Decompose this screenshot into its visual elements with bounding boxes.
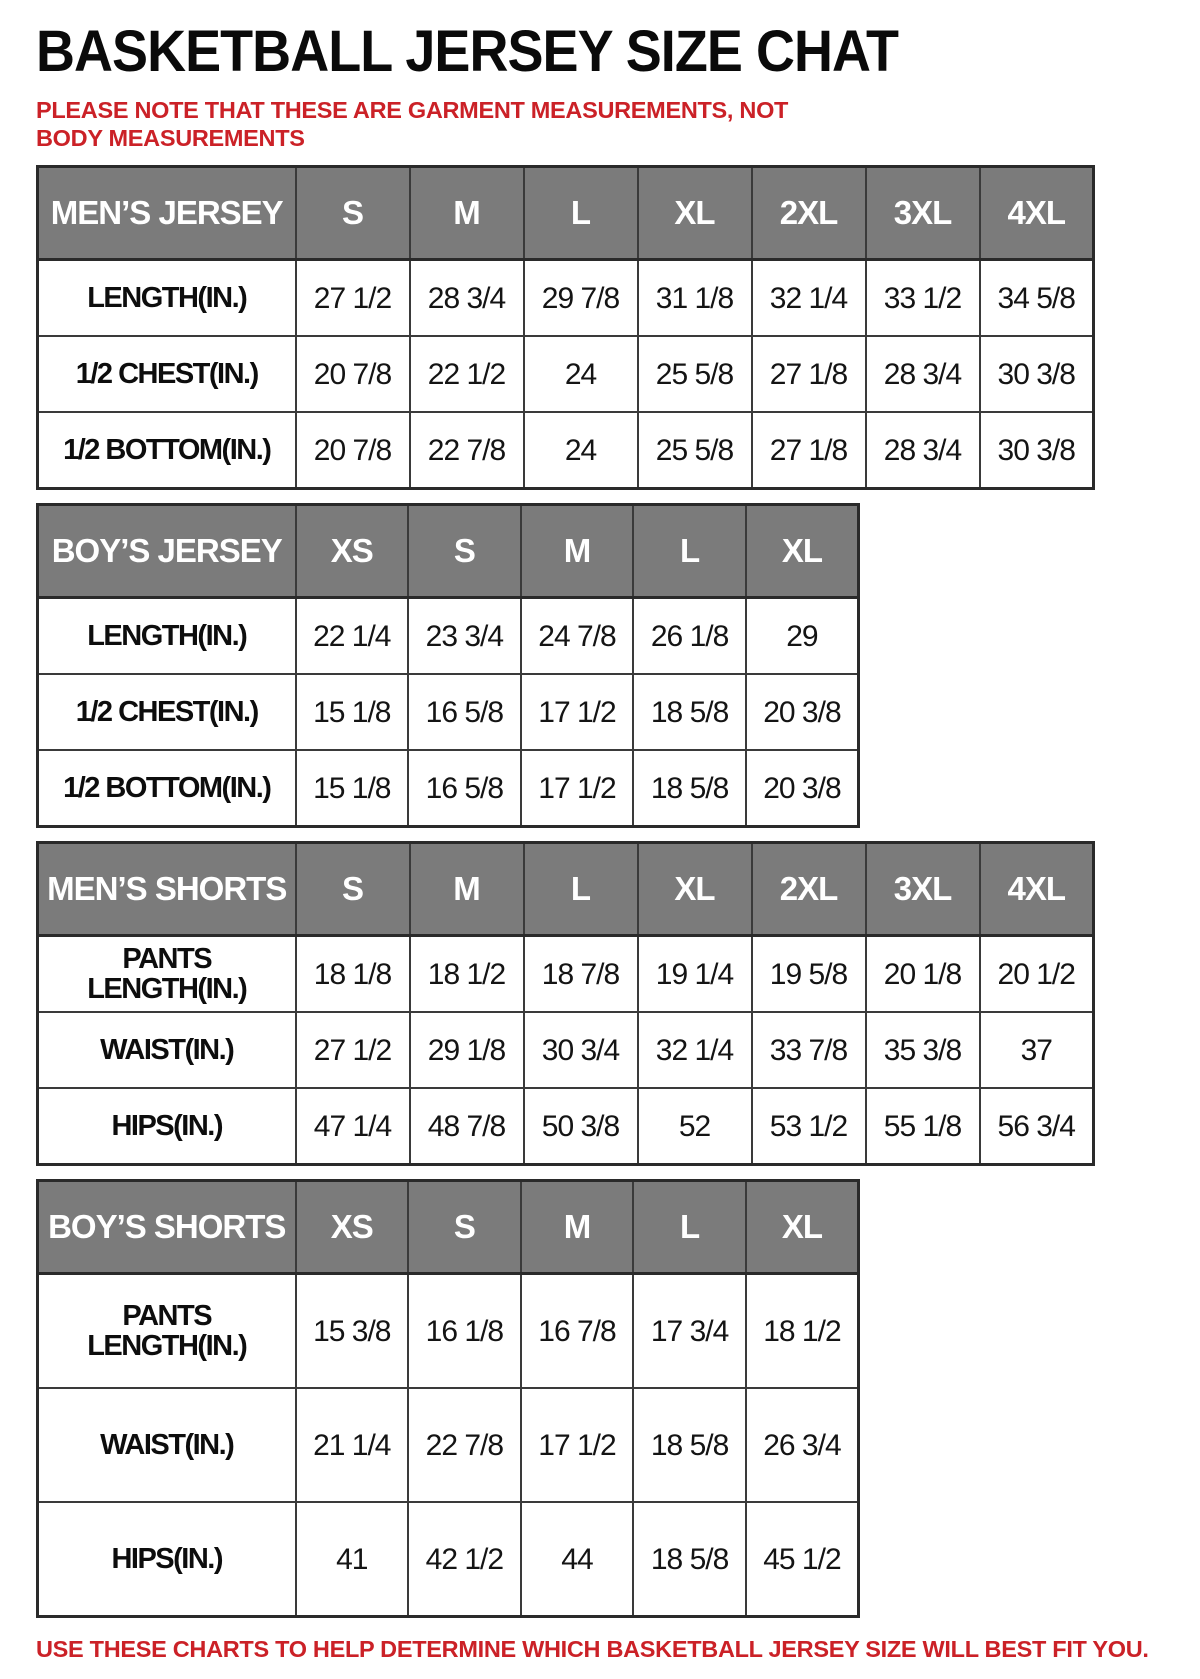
- measurement-value-cell: 52: [638, 1088, 752, 1165]
- size-column-header: XS: [296, 505, 409, 598]
- measurement-value-cell: 35 3/8: [866, 1012, 980, 1088]
- measurement-value-cell: 24: [524, 336, 638, 412]
- measurement-row-label: 1/2 BOTTOM(IN.): [38, 412, 296, 489]
- size-column-header: L: [633, 505, 746, 598]
- measurement-value-cell: 18 1/2: [410, 936, 524, 1013]
- table-title-cell: BOY’S SHORTS: [38, 1181, 296, 1274]
- measurement-value-cell: 16 1/8: [408, 1274, 521, 1389]
- size-column-header: XL: [638, 167, 752, 260]
- measurement-value-cell: 20 7/8: [296, 412, 410, 489]
- size-column-header: S: [296, 843, 410, 936]
- table-row: [38, 412, 1094, 489]
- table-row: [38, 260, 1094, 337]
- usage-note: USE THESE CHARTS TO HELP DETERMINE WHICH BASKETBALL JERSEY SIZE WILL BEST FIT YOU.: [36, 1636, 1149, 1663]
- measurement-row-label: HIPS(IN.): [38, 1502, 296, 1617]
- measurement-value-cell: 27 1/8: [752, 412, 866, 489]
- table-row: [38, 1274, 859, 1389]
- measurement-value-cell: 18 7/8: [524, 936, 638, 1013]
- measurement-value-cell: 32 1/4: [752, 260, 866, 337]
- measurement-value-cell: 53 1/2: [752, 1088, 866, 1165]
- measurement-value-cell: 33 7/8: [752, 1012, 866, 1088]
- measurement-value-cell: 34 5/8: [980, 260, 1094, 337]
- size-column-header: 4XL: [980, 843, 1094, 936]
- measurement-row-label: HIPS(IN.): [38, 1088, 296, 1165]
- measurement-value-cell: 30 3/8: [980, 412, 1094, 489]
- measurement-value-cell: 20 1/2: [980, 936, 1094, 1013]
- measurement-value-cell: 24: [524, 412, 638, 489]
- measurement-value-cell: 22 7/8: [408, 1388, 521, 1502]
- measurement-value-cell: 47 1/4: [296, 1088, 410, 1165]
- size-column-header: 2XL: [752, 843, 866, 936]
- size-column-header: S: [408, 1181, 521, 1274]
- measurement-value-cell: 17 1/2: [521, 1388, 634, 1502]
- measurement-value-cell: 19 5/8: [752, 936, 866, 1013]
- measurement-value-cell: 15 1/8: [296, 750, 409, 827]
- measurement-value-cell: 17 1/2: [521, 750, 634, 827]
- measurement-value-cell: 19 1/4: [638, 936, 752, 1013]
- mens-shorts-table: [36, 841, 1095, 1166]
- measurement-value-cell: 29: [746, 598, 859, 675]
- measurement-value-cell: 16 7/8: [521, 1274, 634, 1389]
- size-column-header: S: [408, 505, 521, 598]
- measurement-value-cell: 18 5/8: [633, 750, 746, 827]
- measurement-value-cell: 30 3/4: [524, 1012, 638, 1088]
- measurement-row-label: LENGTH(IN.): [38, 260, 296, 337]
- garment-measurement-note: PLEASE NOTE THAT THESE ARE GARMENT MEASUREMENTS, NOT BODY MEASUREMENTS: [36, 97, 789, 151]
- measurement-value-cell: 23 3/4: [408, 598, 521, 675]
- table-row: [38, 674, 859, 750]
- boys-jersey-header-row: [38, 505, 859, 598]
- measurement-value-cell: 26 1/8: [633, 598, 746, 675]
- size-column-header: M: [521, 1181, 634, 1274]
- measurement-value-cell: 16 5/8: [408, 674, 521, 750]
- measurement-value-cell: 17 1/2: [521, 674, 634, 750]
- mens-jersey-header-row: [38, 167, 1094, 260]
- size-column-header: XL: [638, 843, 752, 936]
- table-row: [38, 336, 1094, 412]
- measurement-value-cell: 55 1/8: [866, 1088, 980, 1165]
- measurement-value-cell: 15 3/8: [296, 1274, 409, 1389]
- table-row: [38, 936, 1094, 1013]
- measurement-value-cell: 18 1/2: [746, 1274, 859, 1389]
- measurement-value-cell: 33 1/2: [866, 260, 980, 337]
- size-column-header: 3XL: [866, 167, 980, 260]
- size-column-header: XS: [296, 1181, 409, 1274]
- measurement-value-cell: 18 5/8: [633, 1502, 746, 1617]
- measurement-value-cell: 29 1/8: [410, 1012, 524, 1088]
- boys-shorts-header-row: [38, 1181, 859, 1274]
- measurement-value-cell: 16 5/8: [408, 750, 521, 827]
- size-column-header: L: [524, 843, 638, 936]
- size-column-header: 3XL: [866, 843, 980, 936]
- size-column-header: 4XL: [980, 167, 1094, 260]
- measurement-value-cell: 56 3/4: [980, 1088, 1094, 1165]
- size-column-header: L: [633, 1181, 746, 1274]
- measurement-row-label: 1/2 BOTTOM(IN.): [38, 750, 296, 827]
- measurement-value-cell: 28 3/4: [866, 412, 980, 489]
- measurement-value-cell: 15 1/8: [296, 674, 409, 750]
- measurement-row-label: WAIST(IN.): [38, 1388, 296, 1502]
- page-title: BASKETBALL JERSEY SIZE CHAT: [36, 19, 899, 84]
- table-title-cell: MEN’S JERSEY: [38, 167, 296, 260]
- measurement-value-cell: 22 1/2: [410, 336, 524, 412]
- table-row: [38, 1012, 1094, 1088]
- table-row: [38, 1088, 1094, 1165]
- measurement-value-cell: 26 3/4: [746, 1388, 859, 1502]
- measurement-value-cell: 30 3/8: [980, 336, 1094, 412]
- size-column-header: L: [524, 167, 638, 260]
- measurement-value-cell: 42 1/2: [408, 1502, 521, 1617]
- measurement-value-cell: 41: [296, 1502, 409, 1617]
- measurement-row-label: 1/2 CHEST(IN.): [38, 674, 296, 750]
- measurement-value-cell: 28 3/4: [410, 260, 524, 337]
- measurement-value-cell: 21 1/4: [296, 1388, 409, 1502]
- measurement-value-cell: 27 1/8: [752, 336, 866, 412]
- measurement-row-label: WAIST(IN.): [38, 1012, 296, 1088]
- table-title-cell: BOY’S JERSEY: [38, 505, 296, 598]
- measurement-value-cell: 44: [521, 1502, 634, 1617]
- table-row: [38, 750, 859, 827]
- measurement-value-cell: 24 7/8: [521, 598, 634, 675]
- boys-shorts-table: [36, 1179, 860, 1618]
- measurement-value-cell: 20 3/8: [746, 674, 859, 750]
- measurement-row-label: 1/2 CHEST(IN.): [38, 336, 296, 412]
- measurement-value-cell: 18 5/8: [633, 674, 746, 750]
- measurement-value-cell: 20 3/8: [746, 750, 859, 827]
- measurement-row-label: LENGTH(IN.): [38, 598, 296, 675]
- measurement-value-cell: 20 7/8: [296, 336, 410, 412]
- table-row: [38, 598, 859, 675]
- measurement-value-cell: 27 1/2: [296, 260, 410, 337]
- measurement-value-cell: 22 7/8: [410, 412, 524, 489]
- table-row: [38, 1388, 859, 1502]
- measurement-value-cell: 20 1/8: [866, 936, 980, 1013]
- measurement-value-cell: 37: [980, 1012, 1094, 1088]
- mens-jersey-table: [36, 165, 1095, 490]
- measurement-value-cell: 27 1/2: [296, 1012, 410, 1088]
- boys-jersey-table: [36, 503, 860, 828]
- size-column-header: XL: [746, 1181, 859, 1274]
- measurement-value-cell: 25 5/8: [638, 412, 752, 489]
- mens-shorts-header-row: [38, 843, 1094, 936]
- table-title-cell: MEN’S SHORTS: [38, 843, 296, 936]
- size-column-header: M: [410, 843, 524, 936]
- measurement-value-cell: 48 7/8: [410, 1088, 524, 1165]
- measurement-value-cell: 18 5/8: [633, 1388, 746, 1502]
- measurement-value-cell: 29 7/8: [524, 260, 638, 337]
- measurement-value-cell: 50 3/8: [524, 1088, 638, 1165]
- measurement-value-cell: 45 1/2: [746, 1502, 859, 1617]
- size-column-header: M: [410, 167, 524, 260]
- size-column-header: M: [521, 505, 634, 598]
- measurement-value-cell: 18 1/8: [296, 936, 410, 1013]
- size-column-header: S: [296, 167, 410, 260]
- measurement-row-label: PANTS LENGTH(IN.): [38, 1274, 296, 1389]
- table-row: [38, 1502, 859, 1617]
- measurement-value-cell: 28 3/4: [866, 336, 980, 412]
- size-column-header: 2XL: [752, 167, 866, 260]
- measurement-row-label: PANTS LENGTH(IN.): [38, 936, 296, 1013]
- size-column-header: XL: [746, 505, 859, 598]
- measurement-value-cell: 17 3/4: [633, 1274, 746, 1389]
- measurement-value-cell: 32 1/4: [638, 1012, 752, 1088]
- measurement-value-cell: 22 1/4: [296, 598, 409, 675]
- measurement-value-cell: 31 1/8: [638, 260, 752, 337]
- measurement-value-cell: 25 5/8: [638, 336, 752, 412]
